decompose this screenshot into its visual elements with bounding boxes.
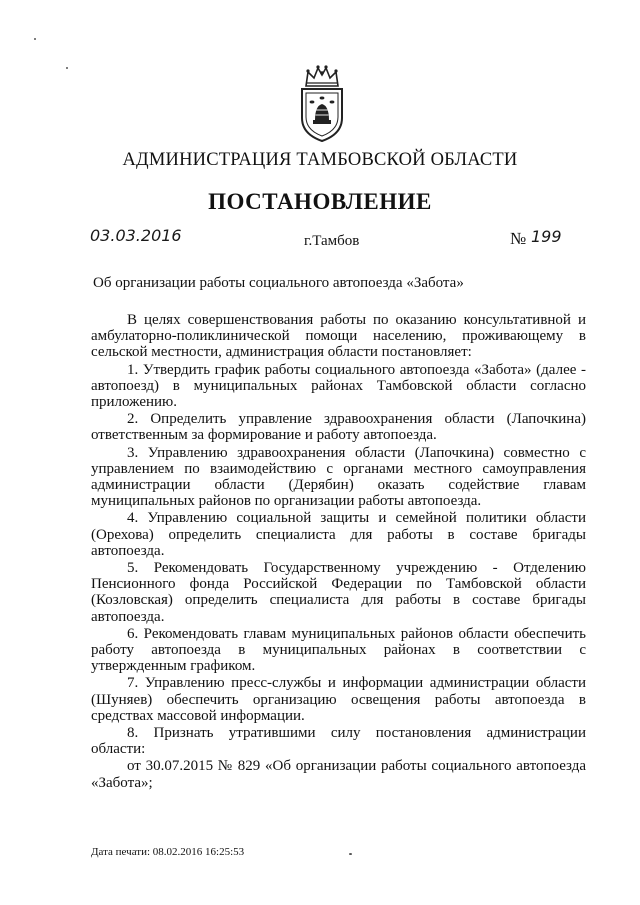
city-name: г.Тамбов (304, 233, 360, 249)
clause-4: 4. Управлению социальной защиты и семейной политики области (Орехова) определить специалиста для работы в составе бригады автопоезда. (91, 510, 586, 559)
scan-speck (66, 67, 68, 69)
number-label: № (510, 229, 527, 248)
print-date-footer: Дата печати: 08.02.2016 16:25:53 (91, 846, 245, 858)
scan-speck (349, 853, 352, 855)
repealed-act-item: от 30.07.2015 № 829 «Об организации работы социального автопоезда «Забота»; (91, 758, 586, 791)
handwritten-number: 199 (531, 227, 562, 246)
handwritten-date: 03.03.2016 (90, 226, 182, 245)
clause-6: 6. Рекомендовать главам муниципальных районов области обеспечить работу автопоезда в муниципальных районах в соответствии с утвержденным графиком. (91, 625, 586, 675)
clause-5: 5. Рекомендовать Государственному учреждению - Отделению Пенсионного фонда Российской Федерации по Тамбовской области (Козловская) определить специалиста для работы в составе бригады автопоезда. (91, 560, 586, 625)
clause-2: 2. Определить управление здравоохранения области (Лапочкина) ответственным за формирование и работу автопоезда. (91, 411, 586, 444)
clause-3: 3. Управлению здравоохранения области (Лапочкина) совместно с управлением по взаимодействию с органами местного самоуправления администрации области (Дерябин) оказать содействие главам муниципальных районов по организации работы автопоезда. (91, 444, 586, 510)
preamble-paragraph: В целях совершенствования работы по оказанию консультативной и амбулаторно-поликлинической помощи населению, проживающему в сельской местности, администрация области постановляет: (91, 312, 586, 361)
clause-7: 7. Управлению пресс-службы и информации администрации области (Шуняев) обеспечить организацию освещения работы автопоезда в средствах массовой информации. (91, 675, 586, 724)
scan-speck (34, 38, 36, 40)
coat-of-arms-icon (296, 62, 348, 144)
document-subject: Об организации работы социального автопоезда «Забота» (93, 275, 464, 291)
clause-1: 1. Утвердить график работы социального автопоезда «Забота» (далее - автопоезд) в муниципальных районах Тамбовской области согласно приложению. (91, 361, 586, 411)
agency-name: АДМИНИСТРАЦИЯ ТАМБОВСКОЙ ОБЛАСТИ (122, 150, 518, 170)
document-type-title: ПОСТАНОВЛЕНИЕ (208, 189, 432, 214)
clause-8: 8. Признать утратившими силу постановления администрации области: (91, 725, 586, 758)
document-body (91, 312, 586, 792)
